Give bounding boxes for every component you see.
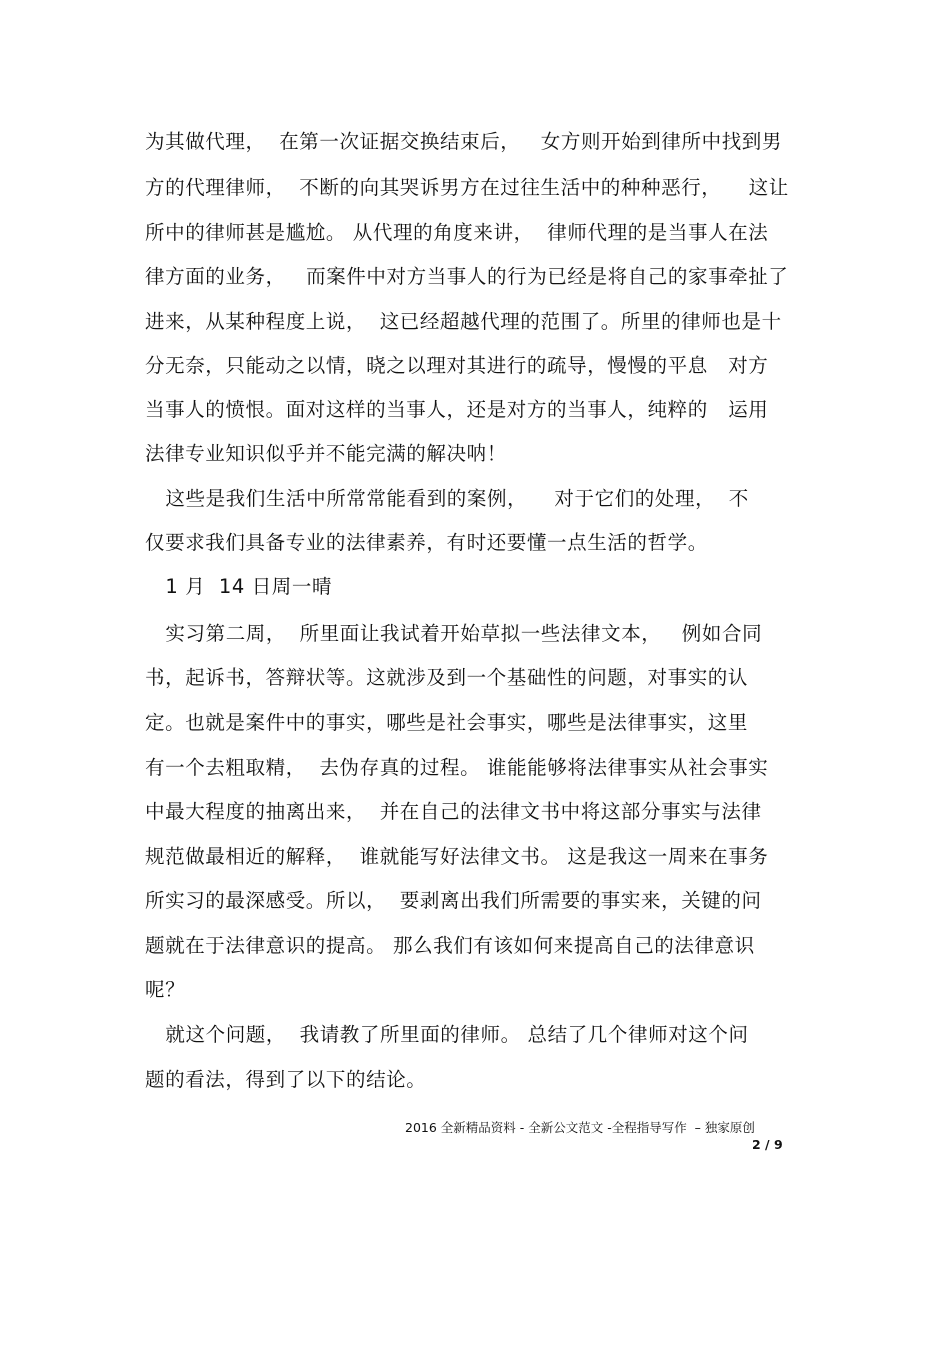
paragraph-start-line: 实习第二周， 所里面让我试着开始草拟一些法律文本， 例如合同: [145, 622, 763, 645]
paragraph-start-line: 就这个问题， 我请教了所里面的律师。 总结了几个律师对这个问: [145, 1023, 749, 1046]
body-text-line: 当事人的愤恨。面对这样的当事人，还是对方的当事人，纯粹的 运用: [145, 398, 769, 421]
body-text-line: 题就在于法律意识的提高。 那么我们有该如何来提高自己的法律意识: [145, 934, 755, 957]
body-text-line: 仅要求我们具备专业的法律素养，有时还要懂一点生活的哲学。: [145, 531, 708, 554]
body-text-line: 中最大程度的抽离出来， 并在自己的法律文书中将这部分事实与法律: [145, 800, 762, 823]
body-text-line: 法律专业知识似乎并不能完满的解决呐！: [145, 442, 507, 465]
body-text-line: 所中的律师甚是尴尬。 从代理的角度来讲， 律师代理的是当事人在法: [145, 221, 769, 244]
body-text-line: 方的代理律师， 不断的向其哭诉男方在过往生活中的种种恶行， 这让: [145, 176, 789, 199]
page-number: 2 / 9: [752, 1137, 783, 1152]
body-text-line: 规范做最相近的解释， 谁就能写好法律文书。 这是我这一周来在事务: [145, 845, 769, 868]
body-text-line: 呢？: [145, 978, 186, 1001]
body-text-line: 进来，从某种程度上说， 这已经超越代理的范围了。所里的律师也是十: [145, 310, 782, 333]
body-text-line: 题的看法，得到了以下的结论。: [145, 1068, 427, 1091]
body-text-line: 为其做代理， 在第一次证据交换结束后， 女方则开始到律所中找到男: [145, 130, 782, 153]
body-text-line: 分无奈，只能动之以情，晓之以理对其进行的疏导，慢慢的平息 对方: [145, 354, 769, 377]
footer-text: 2016 全新精品资料 - 全新公文范文 -全程指导写作 – 独家原创: [405, 1120, 755, 1135]
date-heading: 1 月 14 日周一晴: [145, 575, 333, 598]
paragraph-start-line: 这些是我们生活中所常常能看到的案例， 对于它们的处理， 不: [145, 487, 749, 510]
body-text-line: 定。也就是案件中的事实，哪些是社会事实，哪些是法律事实，这里: [145, 711, 749, 734]
body-text-line: 书，起诉书，答辩状等。这就涉及到一个基础性的问题，对事实的认: [145, 666, 749, 689]
body-text-line: 所实习的最深感受。所以， 要剥离出我们所需要的事实来，关键的问: [145, 889, 762, 912]
body-text-line: 有一个去粗取精， 去伪存真的过程。 谁能能够将法律事实从社会事实: [145, 756, 769, 779]
body-text-line: 律方面的业务， 而案件中对方当事人的行为已经是将自己的家事牵扯了: [145, 265, 789, 288]
